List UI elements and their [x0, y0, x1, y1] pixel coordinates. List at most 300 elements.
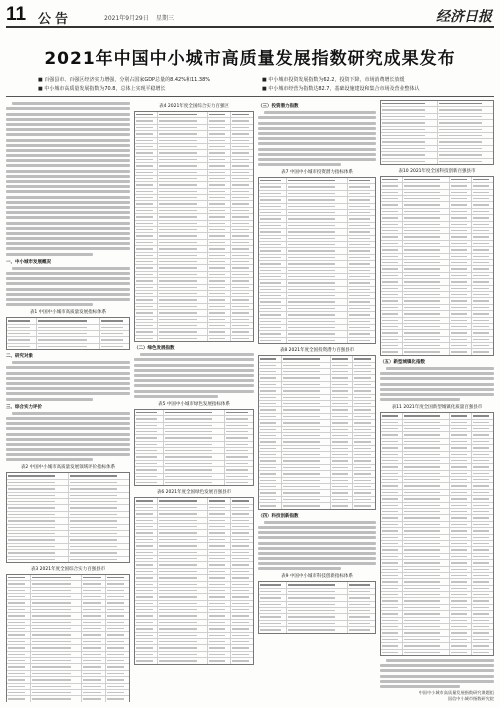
- table-cell: [231, 272, 253, 277]
- table-cell: [381, 528, 403, 533]
- table-cell: [208, 569, 231, 574]
- table-cell: [259, 407, 282, 412]
- table-cell: [403, 490, 450, 495]
- text-line: [6, 372, 130, 375]
- table-cell: [353, 452, 375, 457]
- summary-bullets-right: [262, 76, 472, 94]
- text-line: [380, 388, 494, 391]
- table-cell: [381, 413, 403, 418]
- table-cell: [438, 133, 494, 138]
- table-cell: [259, 210, 287, 215]
- table-cell: [135, 233, 158, 238]
- table-cell: [135, 304, 158, 309]
- table-cell: [7, 639, 31, 644]
- table-cell: [7, 613, 31, 618]
- table-cell: [231, 329, 253, 334]
- body-text: [6, 267, 130, 306]
- table-cell: [287, 312, 348, 317]
- table-cell: [472, 605, 493, 610]
- table-cell: [135, 607, 158, 612]
- table-cell: [348, 242, 375, 247]
- text-line: [258, 127, 376, 130]
- table-cell: [31, 613, 82, 618]
- table-cell: [208, 195, 231, 200]
- table-cell: [82, 639, 106, 644]
- table-cell: [472, 247, 493, 252]
- table-cell: [208, 310, 231, 315]
- table-cell: [381, 650, 403, 655]
- table-cell: [287, 306, 348, 311]
- table-cell: [7, 600, 31, 605]
- table-cell: [287, 621, 348, 626]
- table-cell: [438, 139, 494, 144]
- table-cell: [31, 607, 82, 612]
- table-cell: [282, 484, 331, 489]
- table-cell: [158, 112, 208, 117]
- table-cell: [381, 247, 403, 252]
- table-cell: [208, 150, 231, 155]
- table-cell: [225, 435, 253, 440]
- table-cell: [381, 209, 403, 214]
- table-cell: [135, 550, 158, 555]
- table-cell: [348, 325, 375, 330]
- text-line: [134, 364, 254, 367]
- text-line: [6, 247, 130, 250]
- table-cell: [37, 344, 101, 349]
- table-cell: [259, 223, 287, 228]
- text-line: [6, 123, 130, 126]
- table-cell: [353, 427, 375, 432]
- text-line: [6, 392, 130, 395]
- text-line: [6, 133, 130, 136]
- paper-logo: 经济日报: [436, 9, 492, 25]
- table-cell: [381, 611, 403, 616]
- table-cell: [331, 484, 354, 489]
- table-cell: [450, 458, 472, 463]
- table-cell: [331, 433, 354, 438]
- article-column-3: [258, 100, 376, 702]
- table-cell: [7, 486, 69, 491]
- table-cell: [158, 626, 208, 631]
- table-cell: [208, 272, 231, 277]
- table-cell: [158, 652, 208, 657]
- table-cell: [135, 246, 158, 251]
- body-text: [258, 111, 376, 166]
- table-cell: [158, 511, 208, 516]
- table-cell: [82, 588, 106, 593]
- table-cell: [331, 465, 354, 470]
- table-cell: [331, 401, 354, 406]
- table-cell: [450, 509, 472, 514]
- table-cell: [348, 236, 375, 241]
- table-cell: [106, 588, 129, 593]
- table-cell: [69, 499, 130, 504]
- table-cell: [259, 452, 282, 457]
- text-line: [134, 390, 254, 393]
- table-cell: [208, 575, 231, 580]
- text-line: [258, 567, 341, 570]
- table-cell: [135, 645, 158, 650]
- table-cell: [225, 454, 253, 459]
- table-cell: [403, 420, 450, 425]
- text-line: [380, 398, 460, 401]
- table-cell: [208, 131, 231, 136]
- table-cell: [381, 114, 438, 119]
- table-cell: [472, 637, 493, 642]
- table-cell: [7, 632, 31, 637]
- table-cell: [37, 325, 101, 330]
- text-line: [258, 158, 376, 161]
- table-cell: [82, 607, 106, 612]
- table-row: [7, 557, 129, 562]
- table-cell: [403, 413, 450, 418]
- table-cell: [135, 163, 158, 168]
- table-cell: [403, 241, 450, 246]
- table-cell: [259, 414, 282, 419]
- body-text: [380, 659, 494, 688]
- table-cell: [282, 356, 331, 361]
- table-cell: [135, 556, 158, 561]
- table-cell: [31, 588, 82, 593]
- table-cell: [348, 589, 375, 594]
- table-cell: [158, 138, 208, 143]
- table-cell: [450, 247, 472, 252]
- table-cell: [158, 125, 208, 130]
- text-line: [134, 369, 254, 372]
- table-cell: [438, 114, 494, 119]
- table-cell: [403, 464, 450, 469]
- table-cell: [69, 557, 130, 562]
- table-cell: [7, 337, 37, 342]
- table-cell: [403, 586, 450, 591]
- table-cell: [208, 297, 231, 302]
- table-cell: [100, 337, 129, 342]
- table-cell: [450, 266, 472, 271]
- table-cell: [450, 279, 472, 284]
- table-cell: [208, 138, 231, 143]
- table-cell: [331, 356, 354, 361]
- table-cell: [31, 575, 82, 580]
- table-cell: [259, 184, 287, 189]
- text-line: [380, 664, 494, 667]
- table-cell: [472, 349, 493, 354]
- table-cell: [106, 677, 129, 682]
- table-cell: [69, 544, 130, 549]
- table-cell: [135, 310, 158, 315]
- table-cell: [164, 480, 226, 485]
- table-cell: [225, 410, 253, 415]
- table-cell: [403, 624, 450, 629]
- table-cell: [158, 227, 208, 232]
- text-line: [258, 142, 376, 145]
- table-cell: [287, 299, 348, 304]
- table-cell: [7, 626, 31, 631]
- table-cell: [381, 292, 403, 297]
- table-cell: [135, 448, 164, 453]
- table-cell: [348, 184, 375, 189]
- table-cell: [381, 426, 403, 431]
- table-cell: [403, 515, 450, 520]
- table-cell: [450, 452, 472, 457]
- table-cell: [208, 505, 231, 510]
- table-cell: [82, 594, 106, 599]
- table-cell: [403, 337, 450, 342]
- body-text: [380, 367, 494, 401]
- table-cell: [31, 690, 82, 695]
- table-cell: [31, 632, 82, 637]
- table-cell: [403, 349, 450, 354]
- table-cell: [106, 632, 129, 637]
- table-cell: [331, 375, 354, 380]
- table-cell: [31, 594, 82, 599]
- table-cell: [472, 298, 493, 303]
- table-cell: [208, 182, 231, 187]
- table-cell: [472, 528, 493, 533]
- table-cell: [472, 471, 493, 476]
- table-cell: [282, 427, 331, 432]
- table-cell: [381, 535, 403, 540]
- table-cell: [381, 624, 403, 629]
- table-cell: [472, 490, 493, 495]
- table-cell: [231, 182, 253, 187]
- table-cell: [472, 586, 493, 591]
- table-cell: [208, 550, 231, 555]
- table-cell: [282, 395, 331, 400]
- table-cell: [259, 582, 287, 587]
- table-cell: [472, 458, 493, 463]
- table-cell: [158, 601, 208, 606]
- table-cell: [82, 620, 106, 625]
- table-cell: [106, 645, 129, 650]
- data-table: [6, 472, 130, 562]
- table-cell: [450, 318, 472, 323]
- table-cell: [282, 497, 331, 502]
- table-cell: [450, 624, 472, 629]
- table-cell: [282, 363, 331, 368]
- table-cell: [158, 182, 208, 187]
- table-cell: [287, 602, 348, 607]
- table-cell: [158, 189, 208, 194]
- table-cell: [158, 575, 208, 580]
- table-cell: [7, 525, 69, 530]
- table-cell: [158, 259, 208, 264]
- text-line: [386, 367, 494, 370]
- text-line: [6, 164, 130, 167]
- table-cell: [348, 197, 375, 202]
- table-cell: [231, 304, 253, 309]
- table-cell: [381, 503, 403, 508]
- table-cell: [472, 567, 493, 572]
- table-cell: [106, 684, 129, 689]
- table-cell: [208, 594, 231, 599]
- table-cell: [231, 498, 253, 503]
- table-cell: [259, 589, 287, 594]
- table-cell: [381, 311, 403, 316]
- text-line: [134, 379, 254, 382]
- article-credit: [380, 690, 494, 702]
- table-cell: [472, 413, 493, 418]
- table-cell: [231, 201, 253, 206]
- table-cell: [472, 254, 493, 259]
- table-cell: [450, 643, 472, 648]
- table-cell: [259, 306, 287, 311]
- article-column-4: [380, 100, 494, 702]
- table-cell: [403, 618, 450, 623]
- table-cell: [403, 254, 450, 259]
- table-cell: [31, 664, 82, 669]
- table-cell: [348, 338, 375, 343]
- table-cell: [287, 248, 348, 253]
- table-cell: [348, 602, 375, 607]
- table-cell: [282, 375, 331, 380]
- table-cell: [208, 556, 231, 561]
- table-cell: [287, 595, 348, 600]
- table-cell: [282, 388, 331, 393]
- table-cell: [7, 677, 31, 682]
- table-cell: [158, 118, 208, 123]
- table-cell: [106, 600, 129, 605]
- table-cell: [208, 221, 231, 226]
- table-cell: [450, 598, 472, 603]
- table-cell: [403, 598, 450, 603]
- table-cell: [208, 112, 231, 117]
- text-line: [258, 542, 376, 545]
- table-cell: [450, 618, 472, 623]
- table-cell: [135, 530, 158, 535]
- table-cell: [135, 214, 158, 219]
- data-table: [6, 317, 130, 350]
- table-cell: [287, 582, 348, 587]
- table-cell: [69, 518, 130, 523]
- table-cell: [381, 146, 438, 151]
- table-cell: [7, 493, 69, 498]
- table-cell: [158, 550, 208, 555]
- table-cell: [331, 414, 354, 419]
- table-cell: [381, 107, 438, 112]
- table-cell: [472, 279, 493, 284]
- table-cell: [331, 363, 354, 368]
- table-cell: [158, 201, 208, 206]
- table-cell: [208, 170, 231, 175]
- text-line: [6, 211, 130, 214]
- table-cell: [231, 310, 253, 315]
- table-cell: [353, 382, 375, 387]
- table-cell: [135, 144, 158, 149]
- table-cell: [472, 630, 493, 635]
- table-cell: [7, 690, 31, 695]
- table-cell: [135, 336, 158, 341]
- table-cell: [403, 509, 450, 514]
- table-cell: [106, 690, 129, 695]
- table-cell: [282, 414, 331, 419]
- table-cell: [158, 588, 208, 593]
- text-line: [380, 383, 494, 386]
- table-cell: [450, 592, 472, 597]
- table-cell: [100, 344, 129, 349]
- table-cell: [472, 560, 493, 565]
- table-cell: [472, 260, 493, 265]
- table-cell: [331, 446, 354, 451]
- text-line: [134, 384, 254, 387]
- table-cell: [282, 458, 331, 463]
- table-cell: [403, 202, 450, 207]
- text-line: [6, 422, 130, 425]
- table-cell: [353, 401, 375, 406]
- table-cell: [259, 229, 287, 234]
- table-cell: [472, 503, 493, 508]
- table-cell: [135, 594, 158, 599]
- table-cell: [231, 505, 253, 510]
- table-cell: [31, 581, 82, 586]
- table-cell: [69, 505, 130, 510]
- text-line: [6, 118, 130, 121]
- table-cell: [135, 131, 158, 136]
- table-cell: [231, 240, 253, 245]
- table-cell: [287, 184, 348, 189]
- text-line: [12, 267, 130, 270]
- table-cell: [450, 202, 472, 207]
- text-line: [6, 227, 130, 230]
- table-cell: [259, 375, 282, 380]
- table-cell: [450, 337, 472, 342]
- table-cell: [69, 512, 130, 517]
- table-cell: [69, 486, 130, 491]
- table-cell: [472, 573, 493, 578]
- table-cell: [82, 613, 106, 618]
- text-line: [264, 111, 376, 114]
- table-cell: [282, 401, 331, 406]
- table-cell: [348, 608, 375, 613]
- table-cell: [259, 602, 287, 607]
- table-cell: [106, 581, 129, 586]
- table-cell: [353, 356, 375, 361]
- table-cell: [135, 278, 158, 283]
- table-cell: [135, 195, 158, 200]
- table-cell: [450, 432, 472, 437]
- table-cell: [7, 344, 37, 349]
- table-cell: [287, 589, 348, 594]
- table-cell: [231, 195, 253, 200]
- table-cell: [438, 120, 494, 125]
- table-cell: [472, 286, 493, 291]
- table-cell: [208, 645, 231, 650]
- table-cell: [31, 677, 82, 682]
- table-cell: [259, 356, 282, 361]
- text-line: [6, 298, 130, 301]
- table-cell: [381, 279, 403, 284]
- table-cell: [450, 413, 472, 418]
- table-cell: [381, 222, 403, 227]
- table-cell: [381, 554, 403, 559]
- table-cell: [403, 496, 450, 501]
- table-cell: [348, 268, 375, 273]
- table-cell: [37, 318, 101, 323]
- table-cell: [231, 562, 253, 567]
- table-cell: [381, 202, 403, 207]
- text-line: [6, 382, 130, 385]
- table-cell: [135, 518, 158, 523]
- text-line: [258, 153, 376, 156]
- table-cell: [331, 382, 354, 387]
- table-cell: [348, 255, 375, 260]
- table-cell: [158, 246, 208, 251]
- table-cell: [7, 544, 69, 549]
- table-cell: [472, 496, 493, 501]
- table-cell: [403, 547, 450, 552]
- table-cell: [450, 573, 472, 578]
- table-cell: [403, 292, 450, 297]
- table-cell: [158, 329, 208, 334]
